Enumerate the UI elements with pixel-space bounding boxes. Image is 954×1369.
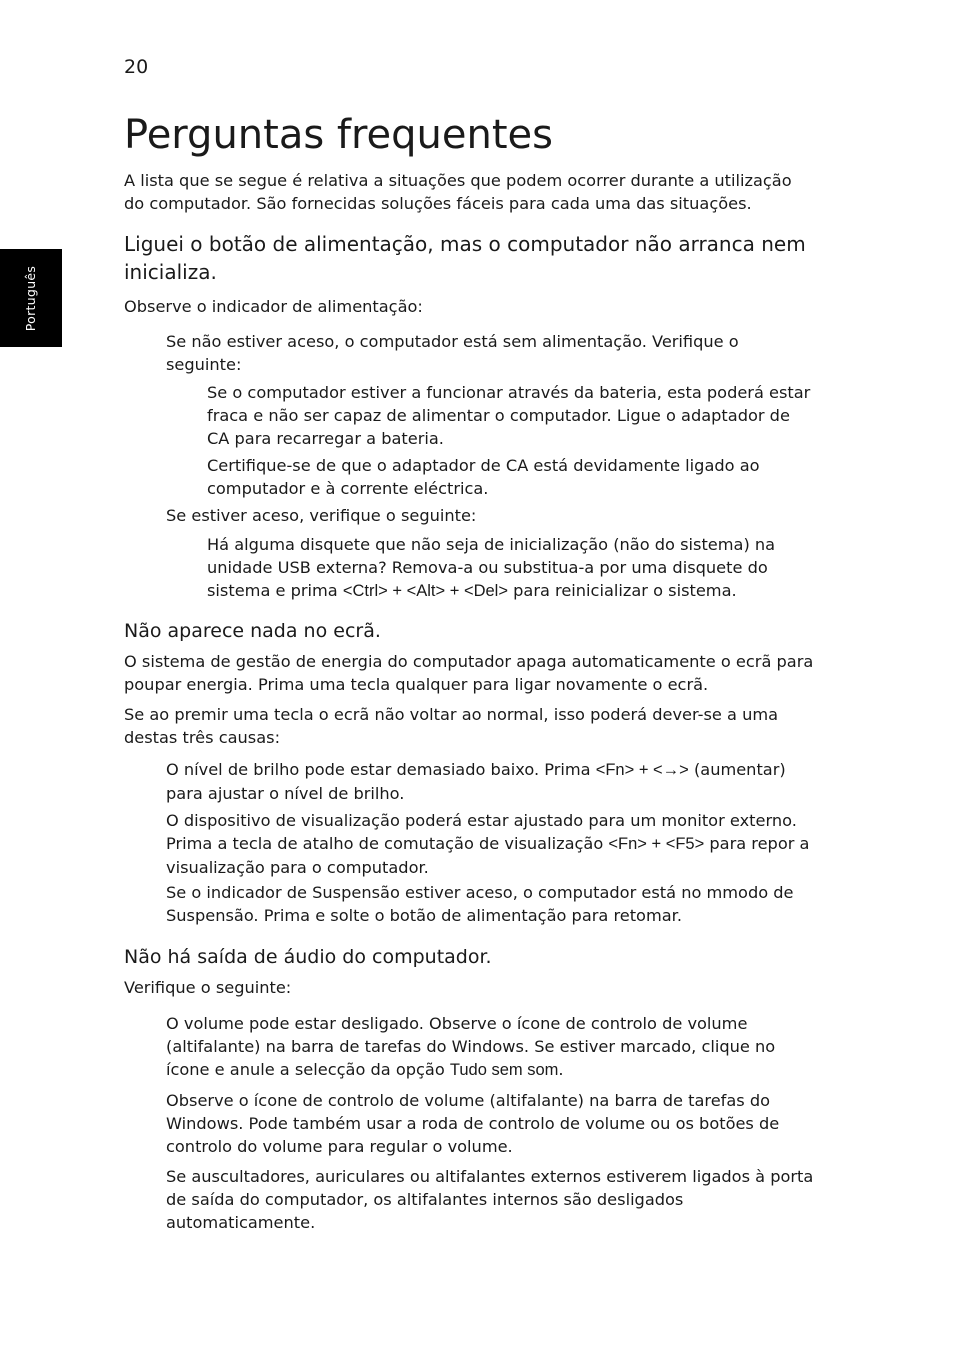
floppy-text-post: para reinicializar o sistema.	[507, 581, 737, 600]
power-off-adapter: Certifique-se de que o adaptador de CA está devidamente ligado ao computador e à corrente eléctrica.	[207, 456, 760, 498]
fn-f5-key: <Fn> + <F5>	[608, 835, 705, 853]
audio-item-volume: Observe o ícone de controlo de volume (altifalante) na barra de tarefas do Windows. Pode também usar a roda de controlo de volume ou os botões de controlo do volume para regular o volume.	[166, 1091, 780, 1156]
mute-all-option: Tudo sem som	[449, 1061, 559, 1079]
audio-lead: Verifique o seguinte:	[124, 978, 292, 997]
language-tab-label: Português	[23, 265, 39, 331]
brightness-text-post: (aumentar) para ajustar o nível de brilho.	[166, 760, 786, 803]
language-tab	[0, 249, 62, 347]
page-number: 20	[124, 56, 149, 78]
page-title: Perguntas frequentes	[124, 112, 553, 158]
audio-item-headphones: Se auscultadores, auriculares ou altifalantes externos estiverem ligados à porta de saída do computador, os altifalantes internos são desligados automaticamente.	[166, 1167, 814, 1232]
monitor-text-post: para repor a visualização para o computador.	[166, 834, 810, 877]
mute-text-pre: O volume pode estar desligado. Observe o ícone de controlo de volume (altifalante) na barra de tarefas do Windows. Se estiver marcado, clique no ícone e anule a selecção da opção	[166, 1014, 776, 1079]
monitor-text-pre: O dispositivo de visualização poderá estar ajustado para um monitor externo. Prima a tecla de atalho de comutação de visualização	[166, 811, 797, 853]
display-paragraph-2: Se ao premir uma tecla o ecrã não voltar ao normal, isso poderá dever-se a uma destas três causas:	[124, 705, 779, 747]
display-cause-monitor	[166, 809, 816, 879]
floppy-text-pre: Há alguma disquete que não seja de inicialização (não do sistema) na unidade USB externa? Remova-a ou substitua-a por uma disquete do sistema e prima	[207, 535, 776, 600]
power-off-battery: Se o computador estiver a funcionar através da bateria, esta poderá estar fraca e não ser capaz de alimentar o computador. Ligue o adaptador de CA para recarregar a bateria.	[207, 383, 811, 448]
brightness-text-pre: O nível de brilho pode estar demasiado baixo. Prima	[166, 760, 596, 779]
display-paragraph-1: O sistema de gestão de energia do computador apaga automaticamente o ecrã para poupar energia. Prima uma tecla qualquer para ligar novamente o ecrã.	[124, 652, 814, 694]
section-heading-audio: Não há saída de áudio do computador.	[124, 946, 492, 968]
power-off-item: Se não estiver aceso, o computador está sem alimentação. Verifique o seguinte:	[166, 332, 739, 374]
audio-item-mute	[166, 1012, 816, 1082]
mute-text-post: .	[558, 1060, 564, 1079]
section-heading-power: Liguei o botão de alimentação, mas o computador não arranca nem inicializa.	[124, 232, 806, 284]
display-cause-sleep: Se o indicador de Suspensão estiver aceso, o computador está no mmodo de Suspensão. Prima e solte o botão de alimentação para retomar.	[166, 883, 794, 925]
power-on-floppy	[207, 533, 817, 603]
fn-right-key: <Fn> + <→>	[595, 761, 689, 779]
power-on-item: Se estiver aceso, verifique o seguinte:	[166, 506, 477, 525]
ctrl-alt-del-key: <Ctrl> + <Alt> + <Del>	[342, 582, 508, 600]
intro-paragraph: A lista que se segue é relativa a situações que podem ocorrer durante a utilização do computador. São fornecidas soluções fáceis para cada uma das situações.	[124, 171, 792, 213]
section-heading-display: Não aparece nada no ecrã.	[124, 620, 381, 642]
display-cause-brightness	[166, 758, 816, 805]
power-lead: Observe o indicador de alimentação:	[124, 297, 423, 316]
